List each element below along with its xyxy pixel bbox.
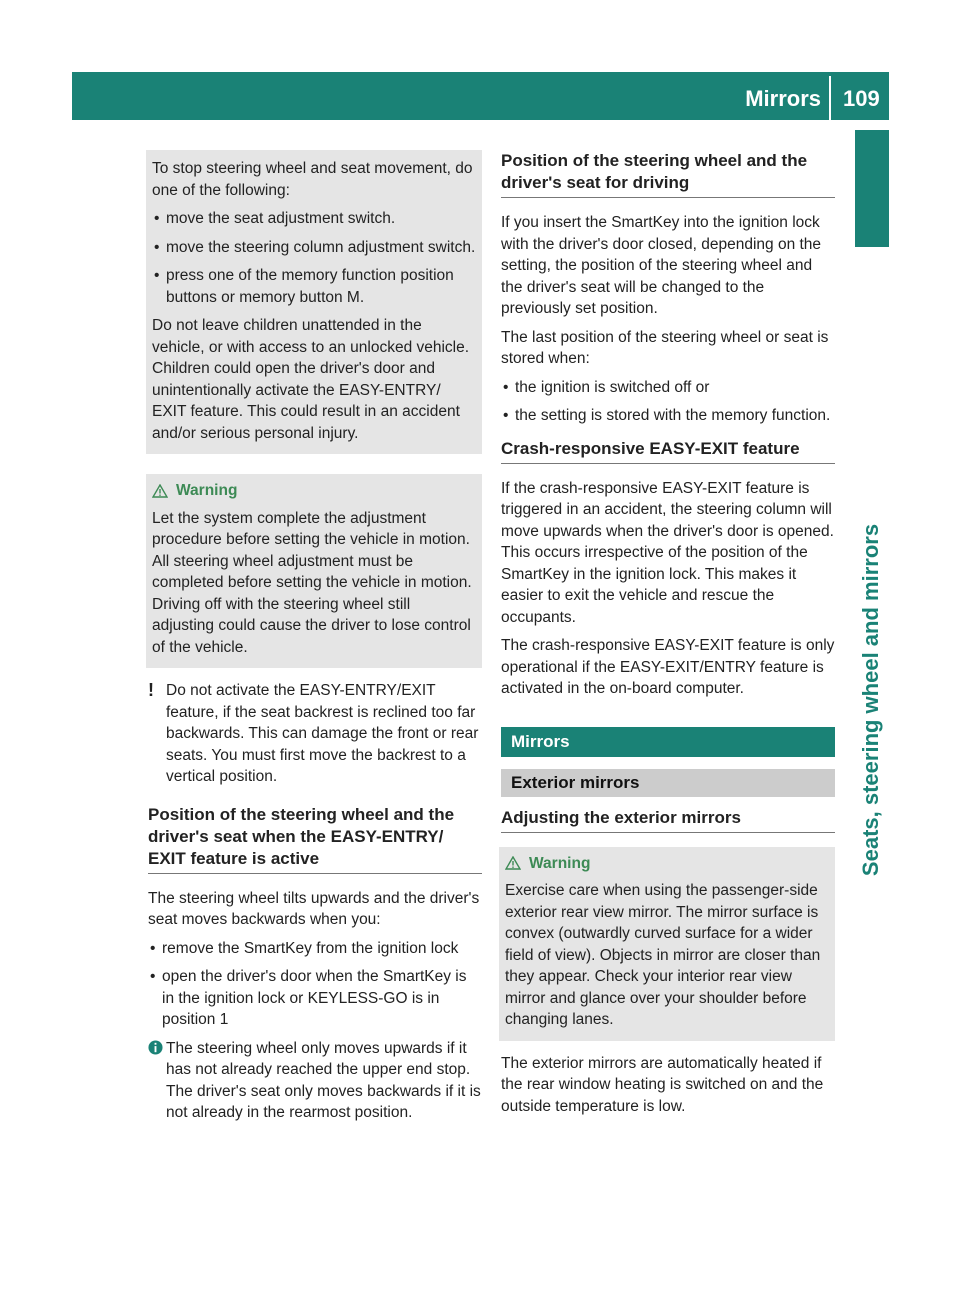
section-heading: Position of the steering wheel and the driver's seat when the EASY-ENTRY/ EXIT feature is active <box>148 804 482 874</box>
side-tab-marker <box>855 130 889 247</box>
warning-triangle-icon <box>505 856 521 870</box>
list-item: • open the driver's door when the SmartKey is in the ignition lock or KEYLESS-GO is in position 1 <box>148 966 482 1031</box>
list-item: • press one of the memory function position buttons or memory button M. <box>152 265 476 308</box>
child-safety-box <box>146 150 482 454</box>
caution-note <box>148 680 482 788</box>
paragraph: The crash-responsive EASY-EXIT feature is only operational if the EASY-EXIT/ENTRY feature is activated in the on-board computer. <box>501 637 835 697</box>
side-tab-label: Seats, steering wheel and mirrors <box>858 523 883 877</box>
page-section-title: Mirrors <box>745 86 821 111</box>
header-divider <box>829 76 831 120</box>
paragraph: The last position of the steering wheel or seat is stored when: <box>501 328 829 367</box>
exterior-mirrors-heading-bar: Exterior mirrors <box>501 769 835 797</box>
info-note <box>148 1038 482 1124</box>
paragraph: If you insert the SmartKey into the ignition lock with the driver's door closed, depending on the setting, the position of the steering wheel and the driver's seat will be changed to the previously set position. <box>501 214 822 317</box>
mirrors-heading-bar: Mirrors <box>501 727 835 757</box>
list-item: • remove the SmartKey from the ignition lock <box>148 938 482 960</box>
warning-text: Let the system complete the adjustment procedure before setting the vehicle in motion. All steering wheel adjustment must be completed before setting the vehicle in motion. Driving off with the steering wheel still adjusting could cause the driver to lose control of the vehicle. <box>152 509 472 656</box>
list-item: • the setting is stored with the memory function. <box>501 405 835 427</box>
right-column <box>501 150 835 1124</box>
warning-heading <box>152 480 476 502</box>
info-text: The steering wheel only moves upwards if it has not already reached the upper end stop. The driver's seat only moves backwards if it is not already in the rearmost position. <box>166 1039 481 1121</box>
warning-box <box>499 847 835 1041</box>
paragraph: The exterior mirrors are automatically heated if the rear window heating is switched on and the outside temperature is low. <box>501 1054 824 1115</box>
list-item: • move the steering column adjustment switch. <box>152 237 476 259</box>
warning-label: Warning <box>529 854 591 872</box>
page-number: 109 <box>843 86 880 111</box>
section-intro: The steering wheel tilts upwards and the driver's seat moves backwards when you: <box>148 889 480 928</box>
list-item: • move the seat adjustment switch. <box>152 208 476 230</box>
info-icon <box>148 1040 163 1055</box>
box-paragraph: Do not leave children unattended in the vehicle, or with access to an unlocked vehicle. Children could open the driver's door and unintentionally activate the EASY-ENTRY/ EXIT feature. This could result in an accident and/or serious personal injury. <box>152 317 470 442</box>
warning-box <box>146 474 482 668</box>
warning-label: Warning <box>176 482 238 499</box>
section-heading: Position of the steering wheel and the driver's seat for driving <box>501 150 835 198</box>
section-heading: Adjusting the exterior mirrors <box>501 807 835 833</box>
warning-heading <box>505 853 829 875</box>
warning-triangle-icon <box>152 484 168 498</box>
caution-text: Do not activate the EASY-ENTRY/EXIT feature, if the seat backrest is reclined too far backwards. This can damage the front or rear seats. You must first move the backrest to a vertical position. <box>166 682 479 785</box>
exclamation-icon: ! <box>148 680 154 700</box>
warning-text: Exercise care when using the passenger-side exterior rear view mirror. The mirror surface is convex (outwardly curved surface for a wider field of view). Objects in mirror are closer than they appear. Check your interior rear view mirror and glance over your shoulder before changing lanes. <box>505 882 821 1028</box>
list-item: • the ignition is switched off or <box>501 377 835 399</box>
paragraph: If the crash-responsive EASY-EXIT feature is triggered in an accident, the steering column will move upwards when the driver's door is opened. This occurs irrespective of the position of the SmartKey in the ignition lock. This makes it easier to exit the vehicle and rescue the occupants. <box>501 479 834 626</box>
box-intro: To stop steering wheel and seat movement, do one of the following: <box>152 160 473 199</box>
left-column <box>148 150 482 1132</box>
section-heading: Crash-responsive EASY-EXIT feature <box>501 438 835 464</box>
